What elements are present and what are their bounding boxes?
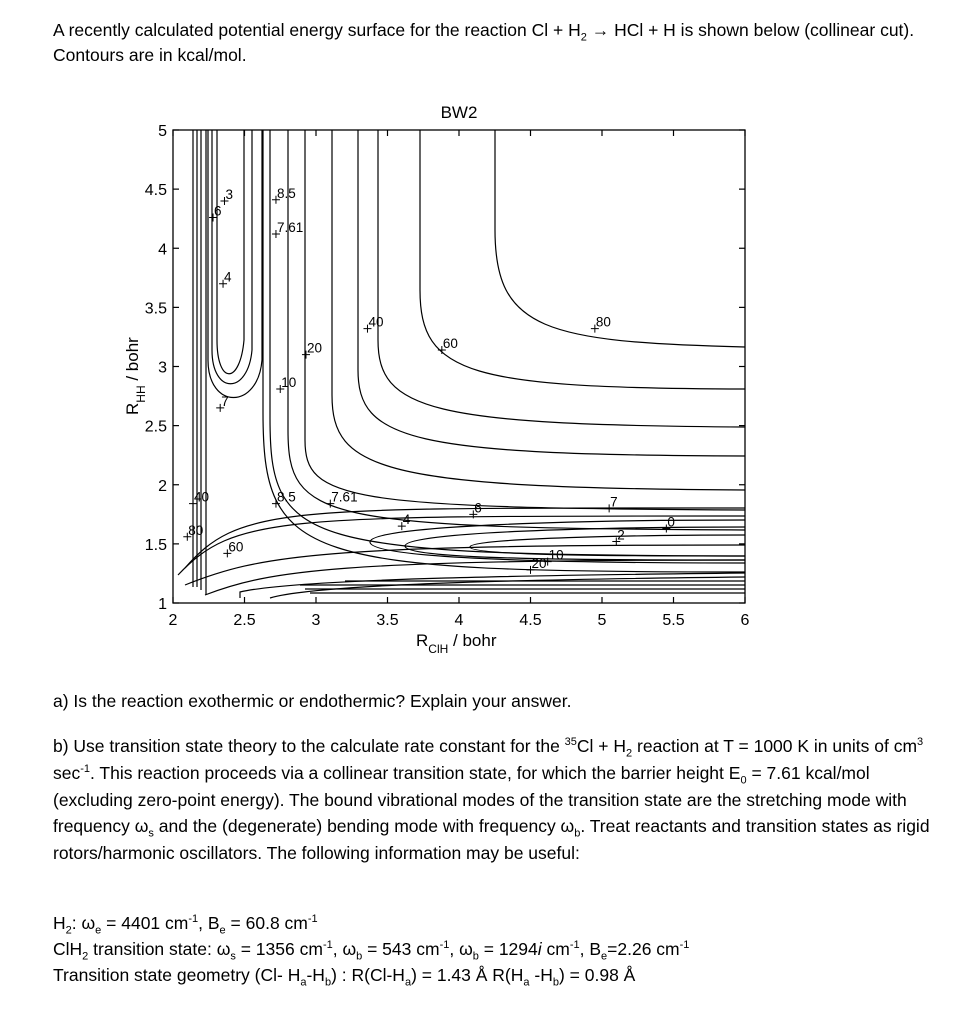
x-tick-label: 4: [454, 612, 464, 629]
contour-lines: [178, 130, 745, 598]
contour-level-label: 20: [306, 340, 323, 356]
x-tick-label: 4.5: [519, 612, 542, 629]
transition-state-geometry: Transition state geometry (Cl- $H_a-H_b$) : $R(Cl-H_a) = 1.43$ Å $R(H_a$ $-H_b) = 0.98$ Å: [53, 965, 636, 989]
intro-text: A recently calculated potential energy surface for the reaction $Cl + H_2$ → HCl + H is shown below (collinear cut). Contours are in kcal/mol.: [53, 20, 915, 65]
contour-level-label: 7: [221, 393, 229, 409]
x-tick-label: 2: [168, 612, 178, 629]
contour-level-label: 60: [442, 335, 458, 351]
y-axis-label: [123, 337, 148, 415]
contour-level-label: 10: [548, 547, 564, 563]
contour-level-label: 10: [281, 374, 297, 390]
transition-state-constants: ClH$_2$ transition state: $\omega_s = 1356$ $cm^{-1}$, $\omega_b = 543$ $cm^{-1}$, $\omega_b = 1294i$ $cm^{-1}$, $B_e=2.26$ $cm^{-1}$: [53, 939, 690, 963]
contour-level-label: 7: [610, 494, 618, 510]
x-tick-label: 3.5: [376, 612, 399, 629]
contour-level-label: 6: [474, 500, 482, 516]
x-tick-label: 5: [597, 612, 607, 629]
y-tick-label: 2: [158, 477, 167, 495]
chart-title: BW2: [440, 103, 478, 122]
x-tick-label: 6: [740, 612, 750, 629]
question-a: a) Is the reaction exothermic or endothermic? Explain your answer.: [53, 691, 572, 711]
contour-level-label: 40: [368, 314, 384, 330]
contour-level-label: 8.5: [276, 185, 296, 201]
contour-level-label: 7.61: [331, 489, 358, 505]
contour-level-label: 80: [188, 522, 204, 538]
contour-level-label: 4: [402, 512, 411, 528]
x-axis: [169, 130, 750, 629]
x-axis-label: [416, 631, 497, 656]
contour-level-label: 8.5: [276, 489, 296, 505]
y-tick-label: 1.5: [144, 536, 167, 554]
contour-level-label: 20: [531, 555, 547, 571]
y-tick-label: 3.5: [144, 300, 167, 318]
y-tick-label: 3: [158, 359, 167, 377]
svg-text:RHH / bohr: $R_{HH}$ / bohr: [123, 337, 148, 415]
y-tick-label: 2.5: [144, 418, 167, 436]
y-tick-label: 1: [158, 596, 167, 613]
y-tick-label: 4.5: [144, 182, 167, 200]
contour-level-label: 6: [214, 203, 222, 219]
x-tick-label: 2.5: [233, 612, 256, 629]
contour-level-label: 3: [225, 186, 233, 202]
h2-constants: $H_2$: $\omega_e = 4401$ $cm^{-1}$, $B_e = 60.8$ $cm^{-1}$: [53, 913, 318, 937]
contour-level-label: 2: [617, 527, 625, 543]
question-b: b) Use transition state theory to the calculate rate constant for the $^{35}Cl + H_2$ reaction at T = 1000 K in units of $cm^3$ $\sec^{-1}$. This reaction proceeds via a collinear transition state, for which the barrier height $E_0 = 7.61$ kcal/mol (excluding zero-point energy). The bound vibrational modes of the transition state are the stretching mode with frequency $\omega_s$ and the (degenerate) bending mode with frequency $\omega_b$. Treat reactants and transition states as rigid rotors/harmonic oscillators. The following information may be useful:: [53, 736, 930, 864]
plot-frame: [173, 130, 745, 603]
contour-level-label: 60: [228, 539, 244, 555]
svg-text:RClH / bohr: $R_{ClH}$ / bohr: [416, 631, 497, 656]
x-tick-label: 5.5: [662, 612, 685, 629]
given-data: [53, 910, 689, 988]
y-tick-label: 5: [158, 123, 167, 140]
contour-level-label: 40: [194, 489, 210, 505]
contour-level-label: 0: [667, 514, 675, 530]
x-tick-label: 3: [311, 612, 321, 629]
y-tick-label: 4: [158, 241, 167, 259]
contour-level-label: 7.61: [276, 220, 304, 236]
contour-level-label: 4: [224, 269, 232, 285]
contour-level-label: 80: [595, 314, 611, 330]
